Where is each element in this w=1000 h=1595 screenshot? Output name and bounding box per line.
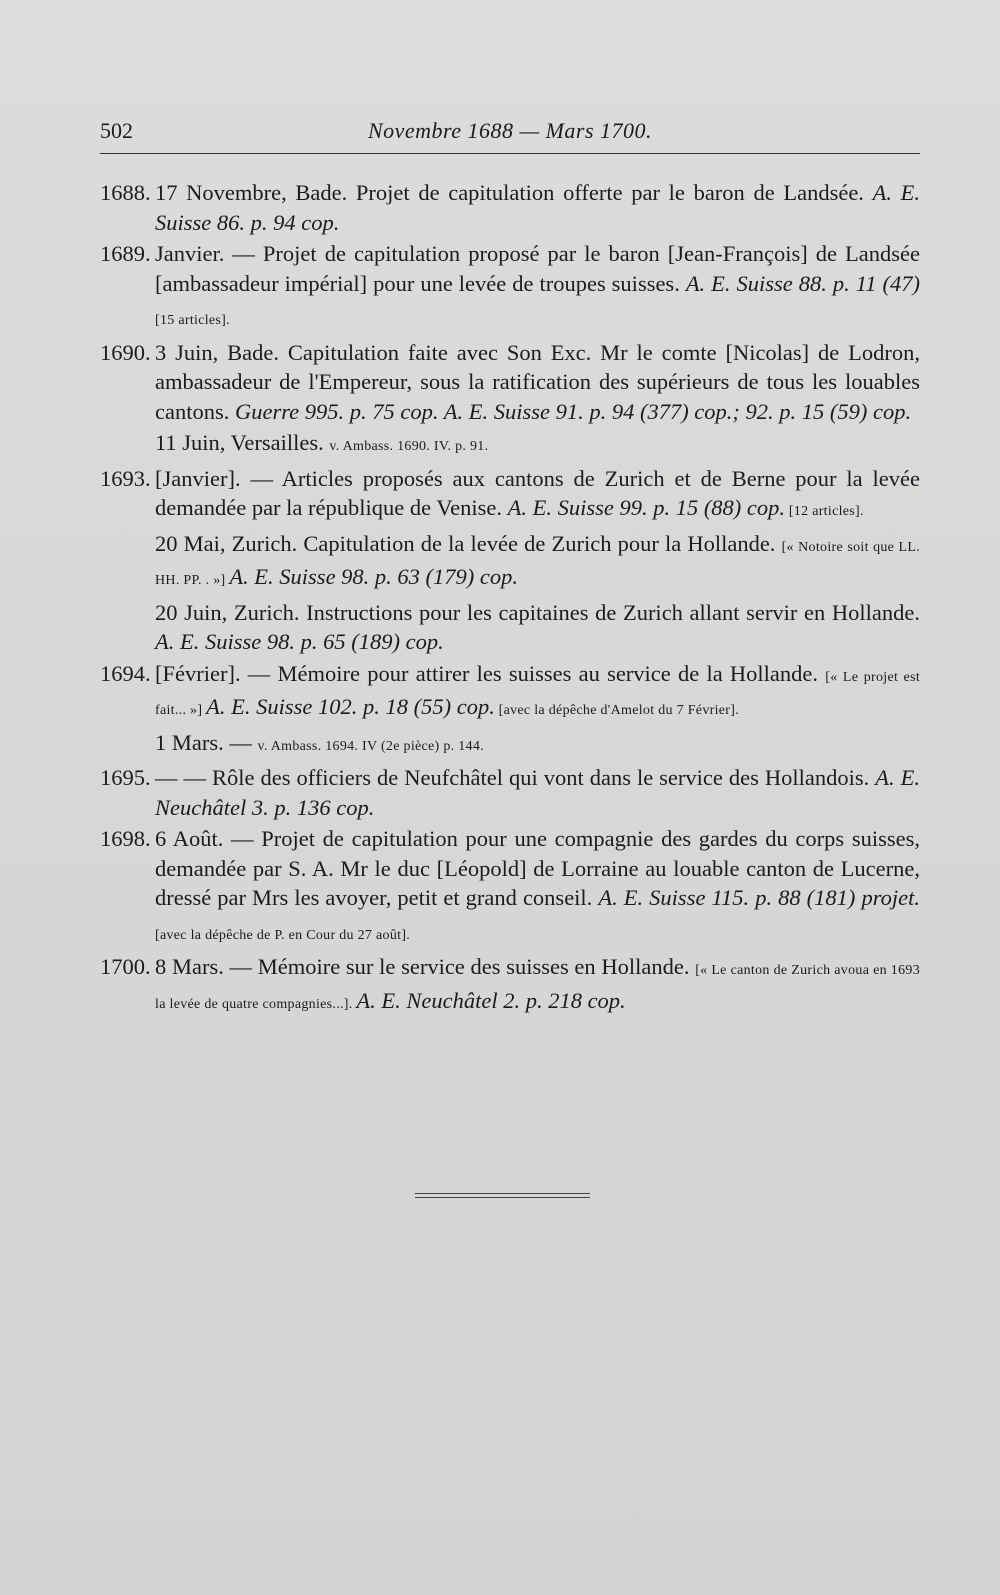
header-rule bbox=[100, 153, 920, 154]
archive-reference: Guerre 995. p. 75 cop. A. E. Suisse 91. p. 94 (377) cop.; 92. p. 15 (59) cop. bbox=[234, 398, 912, 424]
archive-reference: A. E. Suisse 115. p. 88 (181) projet. bbox=[598, 885, 920, 910]
running-title: Novembre 1688 — Mars 1700. bbox=[367, 118, 653, 143]
entry-text: 1 Mars. — bbox=[155, 729, 258, 755]
entry-note: [« Le projet est fait... »] bbox=[155, 669, 921, 718]
entry-text: [Février]. — Mémoire pour attirer les suisses au service de la Hollande. bbox=[155, 660, 826, 686]
entry bbox=[100, 952, 920, 1019]
entry bbox=[100, 529, 920, 596]
entry bbox=[100, 659, 920, 726]
entry-note: v. Ambass. 1690. IV. p. 91. bbox=[329, 439, 489, 454]
archive-reference: A. E. Suisse 98. p. 63 (179) cop. bbox=[229, 564, 519, 589]
entry-text: 17 Novembre, Bade. Projet de capitulation offerte par le baron de Landsée. bbox=[155, 180, 873, 205]
entry-text: 8 Mars. — Mémoire sur le service des suisses en Hollande. bbox=[155, 954, 696, 979]
ornament-line bbox=[415, 1193, 590, 1194]
entry-note: [avec la dépêche d'Amelot du 7 Février]. bbox=[494, 703, 740, 718]
entry bbox=[100, 239, 920, 336]
entry bbox=[100, 598, 920, 657]
entry-note: [avec la dépêche de P. en Cour du 27 août]. bbox=[155, 927, 411, 943]
entry-note: [« Notoire soit que LL. HH. PP. . »] bbox=[155, 539, 920, 588]
entry-year: 1688. bbox=[100, 180, 151, 205]
entry-note: [« Le canton de Zurich avoua en 1693 la levée de quatre compagnies...]. bbox=[155, 963, 920, 1012]
entry-note: v. Ambass. 1694. IV (2e pièce) p. 144. bbox=[257, 738, 484, 754]
entry-text: 3 Juin, Bade. Capitulation faite avec Son Exc. Mr le comte [Nicolas] de Lodron, ambassadeur de l'Empereur, sous la ratification des supérieurs de tous les louables cantons. bbox=[155, 339, 920, 424]
entry-year: 1694. bbox=[100, 660, 151, 686]
entry-text: 20 Juin, Zurich. Instructions pour les capitaines de Zurich allant servir en Hollande. bbox=[155, 599, 920, 625]
page-header bbox=[100, 118, 920, 148]
entry-text: [Janvier]. — Articles proposés aux cantons de Zurich et de Berne pour la levée demandée par la république de Venise. bbox=[155, 465, 920, 520]
ornament-line bbox=[415, 1197, 590, 1198]
entry bbox=[100, 763, 920, 822]
entry-note: [12 articles]. bbox=[785, 504, 864, 519]
entry bbox=[100, 464, 920, 527]
archive-reference: A. E. Suisse 88. p. 11 (47) bbox=[685, 270, 920, 296]
entry bbox=[100, 338, 920, 427]
entry-text: — — Rôle des officiers de Neufchâtel qui vont dans le service des Hollandois. bbox=[155, 765, 876, 790]
entry bbox=[100, 178, 920, 237]
archive-reference: A. E. Suisse 98. p. 65 (189) cop. bbox=[155, 629, 444, 654]
archive-reference: A. E. Neuchâtel 2. p. 218 cop. bbox=[356, 987, 626, 1013]
entry-text: Janvier. — Projet de capitulation proposé par le baron [Jean-François] de Landsée [ambassadeur impérial] pour une levée de troupes suisses. bbox=[155, 241, 920, 296]
entry bbox=[100, 728, 920, 762]
end-rule-ornament bbox=[415, 1193, 590, 1203]
archive-reference: A. E. Suisse 102. p. 18 (55) cop. bbox=[206, 694, 495, 719]
entry-note: [15 articles]. bbox=[155, 313, 230, 328]
entry-year: 1689. bbox=[100, 241, 151, 266]
entry-text: 11 Juin, Versailles. bbox=[155, 430, 330, 455]
entry-year: 1690. bbox=[100, 339, 151, 365]
entry-list bbox=[100, 178, 920, 1021]
archive-reference: A. E. Suisse 86. p. 94 cop. bbox=[155, 180, 920, 235]
entry-text: 20 Mai, Zurich. Capitulation de la levée de Zurich pour la Hollande. bbox=[155, 530, 782, 556]
entry-year: 1693. bbox=[100, 465, 151, 491]
archive-reference: A. E. Suisse 99. p. 15 (88) cop. bbox=[507, 495, 786, 520]
entry bbox=[100, 824, 920, 950]
entry-year: 1700. bbox=[100, 954, 151, 979]
archive-reference: A. E. Neuchâtel 3. p. 136 cop. bbox=[155, 765, 920, 820]
entry-text: 6 Août. — Projet de capitulation pour une compagnie des gardes du corps suisses, demandée par S. A. Mr le duc [Léopold] de Lorraine au louable canton de Lucerne, dressé par Mrs les avoyer, petit et grand conseil. bbox=[155, 826, 920, 910]
page-number: 502 bbox=[100, 118, 133, 143]
entry bbox=[100, 428, 920, 462]
entry-year: 1695. bbox=[100, 765, 151, 790]
entry-year: 1698. bbox=[100, 826, 151, 851]
